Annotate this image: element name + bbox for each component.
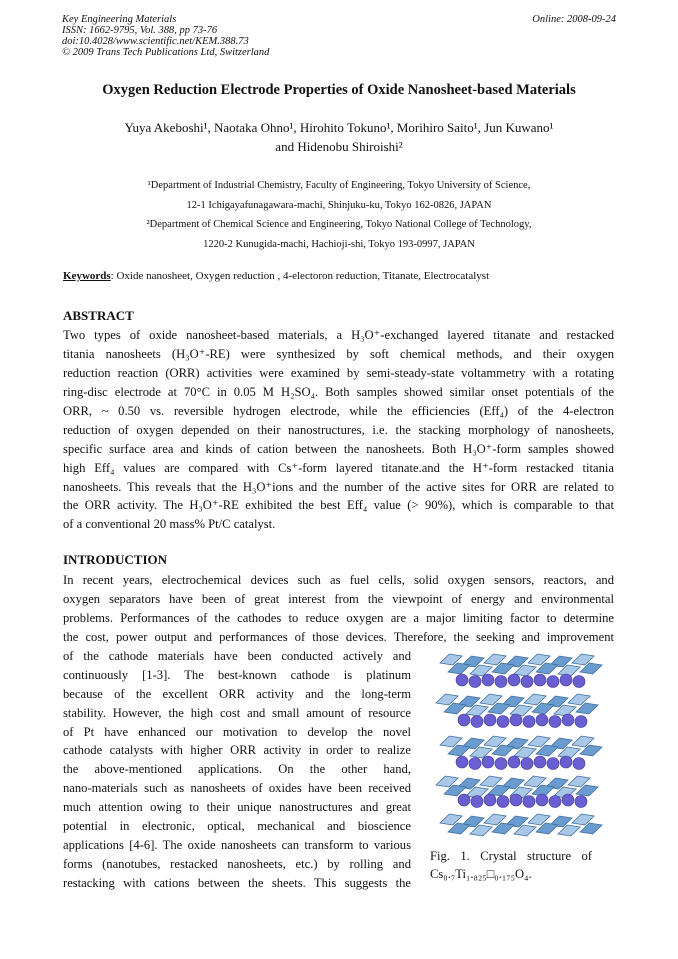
cesium-atom (573, 758, 585, 770)
cesium-atom (536, 794, 548, 806)
intro-line: cathode catalysts with higher ORR activity in order to realize (63, 743, 411, 758)
online-date: Online: 2008-09-24 (532, 14, 616, 25)
cesium-atom (510, 714, 522, 726)
doi: doi:10.4028/www.scientific.net/KEM.388.73 (62, 36, 249, 47)
intro-line: In recent years, electrochemical devices such as fuel cells, solid oxygen sensors, reactors, and (63, 573, 614, 587)
cesium-atom (575, 796, 587, 808)
intro-line: restacking with cations between the sheets. This suggests the (63, 876, 411, 890)
cesium-atom (549, 716, 561, 728)
keywords-text: : Oxide nanosheet, Oxygen reduction , 4-electoron reduction, Titanate, Electrocatalyst (110, 270, 490, 282)
intro-line: problems. Performances of the cathodes to reduce oxygen are a major limiting factor to determine (63, 610, 614, 625)
abstract-line: ring-disc electrode at 70°C in 0.05 M H₂SO₄. Both samples showed similar onset potentials of the (63, 384, 614, 399)
abstract-line: titania nanosheets (H₃O⁺-RE) were synthesized by soft chemical methods, and their oxygen (63, 346, 614, 361)
intro-line: continuously [1-3]. The best-known cathode is platinum (63, 667, 411, 682)
cesium-atom (560, 756, 572, 768)
issn: ISSN: 1662-9795, Vol. 388, pp 73-76 (62, 25, 218, 36)
cesium-atom (534, 674, 546, 686)
cesium-atom (562, 794, 574, 806)
intro-line: forms (nanotubes, restacked nanosheets, etc.) by rolling and (63, 857, 411, 872)
cesium-atom (497, 796, 509, 808)
cesium-atom (523, 716, 535, 728)
intro-line: potential in electronic, optical, mechanical and bioscience (63, 819, 411, 834)
cesium-atom (521, 676, 533, 688)
cesium-atom (523, 796, 535, 808)
intro-line: nano-materials such as nanosheets of oxides have been received (63, 781, 411, 796)
intro-line: of the cathode materials have been conducted actively and (63, 648, 411, 663)
cesium-atom (547, 676, 559, 688)
abstract-line: Two types of oxide nanosheet-based materials, a H₃O⁺-exchanged layered titanate and restacked (63, 328, 614, 342)
cesium-atom (562, 714, 574, 726)
abstract-line: specific surface area and kinds of cation between the nanosheets. Both H₃O⁺-form samples showed (63, 441, 614, 456)
introduction-heading: INTRODUCTION (63, 552, 168, 567)
cesium-atom (458, 714, 470, 726)
cesium-atom (510, 794, 522, 806)
intro-line: applications [4-6]. The oxide nanosheets can transform to various (63, 838, 411, 853)
crystal-structure-figure (432, 650, 612, 840)
cesium-atom (575, 716, 587, 728)
cesium-atom (456, 756, 468, 768)
abstract-line: of a conventional 20 mass% Pt/C catalyst. (63, 517, 276, 532)
affiliation-line: 1220-2 Kunugida-machi, Hachioji-shi, Tokyo 193-0997, JAPAN (203, 238, 475, 250)
cesium-atom (482, 756, 494, 768)
cesium-atom (549, 796, 561, 808)
cesium-atom (469, 758, 481, 770)
cesium-atom (521, 758, 533, 770)
cesium-atom (508, 756, 520, 768)
abstract-line: nanosheets. This reveals that the H₃O⁺ions and the number of the active sites for ORR are related to (63, 479, 614, 494)
paper-title: Oxygen Reduction Electrode Properties of Oxide Nanosheet-based Materials (102, 82, 576, 98)
keywords-label: Keywords (63, 270, 111, 282)
abstract-line: the ORR activity. The H₃O⁺-RE exhibited the best Eff₄ value (> 90%), which is comparable to that (63, 498, 614, 513)
cesium-atom (484, 794, 496, 806)
cesium-atom (458, 794, 470, 806)
abstract-body (63, 326, 614, 534)
cesium-atom (482, 674, 494, 686)
intro-line: because of the excellent ORR activity and the long-term (63, 686, 411, 701)
affiliation-line: ¹Department of Industrial Chemistry, Faculty of Engineering, Tokyo University of Science, (147, 180, 531, 191)
cesium-atom (573, 676, 585, 688)
cesium-atom (497, 716, 509, 728)
abstract-line: high Eff₄ values are compared with Cs⁺-form layered titanate.and the H⁺-form restacked titania (63, 460, 614, 475)
intro-line: stability. However, the high cost and small amount of resource (63, 705, 411, 720)
copyright: © 2009 Trans Tech Publications Ltd, Switzerland (62, 47, 270, 58)
intro-line: of Pt have enhanced our motivation to develop the novel (63, 724, 411, 739)
abstract-line: reduction reaction (ORR) activities were examined by semi-steady-state voltammetry with a rotating (63, 365, 614, 380)
affiliation-line: 12-1 Ichigayafunagawara-machi, Shinjuku-ku, Tokyo 162-0826, JAPAN (186, 199, 492, 211)
crystal-structure-illustration (432, 650, 612, 840)
author-line-2: and Hidenobu Shiroishi² (275, 139, 403, 154)
cesium-atom (495, 676, 507, 688)
cesium-atom (534, 756, 546, 768)
author-line-1: Yuya Akeboshi¹, Naotaka Ohno¹, Hirohito Tokuno¹, Morihiro Saito¹, Jun Kuwano¹ (124, 120, 554, 135)
abstract-line: reduction of oxygen depended on their nanostructures, i.e. the stacking morphology of nanosheets, (63, 422, 614, 437)
intro-line: much attention owing to their unique nanostructures and great (63, 800, 411, 815)
cesium-atom (471, 716, 483, 728)
journal-name: Key Engineering Materials (62, 14, 177, 25)
abstract-heading: ABSTRACT (63, 308, 134, 323)
intro-line: the above-mentioned applications. On the other hand, (63, 762, 411, 777)
cesium-atom (547, 758, 559, 770)
cesium-atom (560, 674, 572, 686)
intro-line: the cost, power output and performances of those devices. Therefore, the seeking and improvement (63, 629, 614, 644)
cesium-atom (471, 796, 483, 808)
affiliations (60, 176, 618, 254)
figure-caption: Fig. 1. Crystal structure of Cs₀.₇Ti₁.₈₂₅□₀.₁₇₅O₄. (430, 849, 592, 881)
abstract-line: ORR, ~ 0.50 vs. reversible hydrogen electrode, while the efficiencies (Eff₄) of the 4-electron (63, 403, 614, 418)
affiliation-line: ²Department of Chemical Science and Engineering, Tokyo National College of Technology, (146, 219, 532, 230)
cesium-atom (495, 758, 507, 770)
cesium-atom (456, 674, 468, 686)
intro-line: oxygen separators have been of great interest from the viewpoint of energy and environmental (63, 591, 614, 606)
cesium-atom (508, 674, 520, 686)
author-list (60, 118, 618, 156)
cesium-atom (469, 676, 481, 688)
cesium-atom (484, 714, 496, 726)
cesium-atom (536, 714, 548, 726)
keywords (63, 270, 489, 282)
